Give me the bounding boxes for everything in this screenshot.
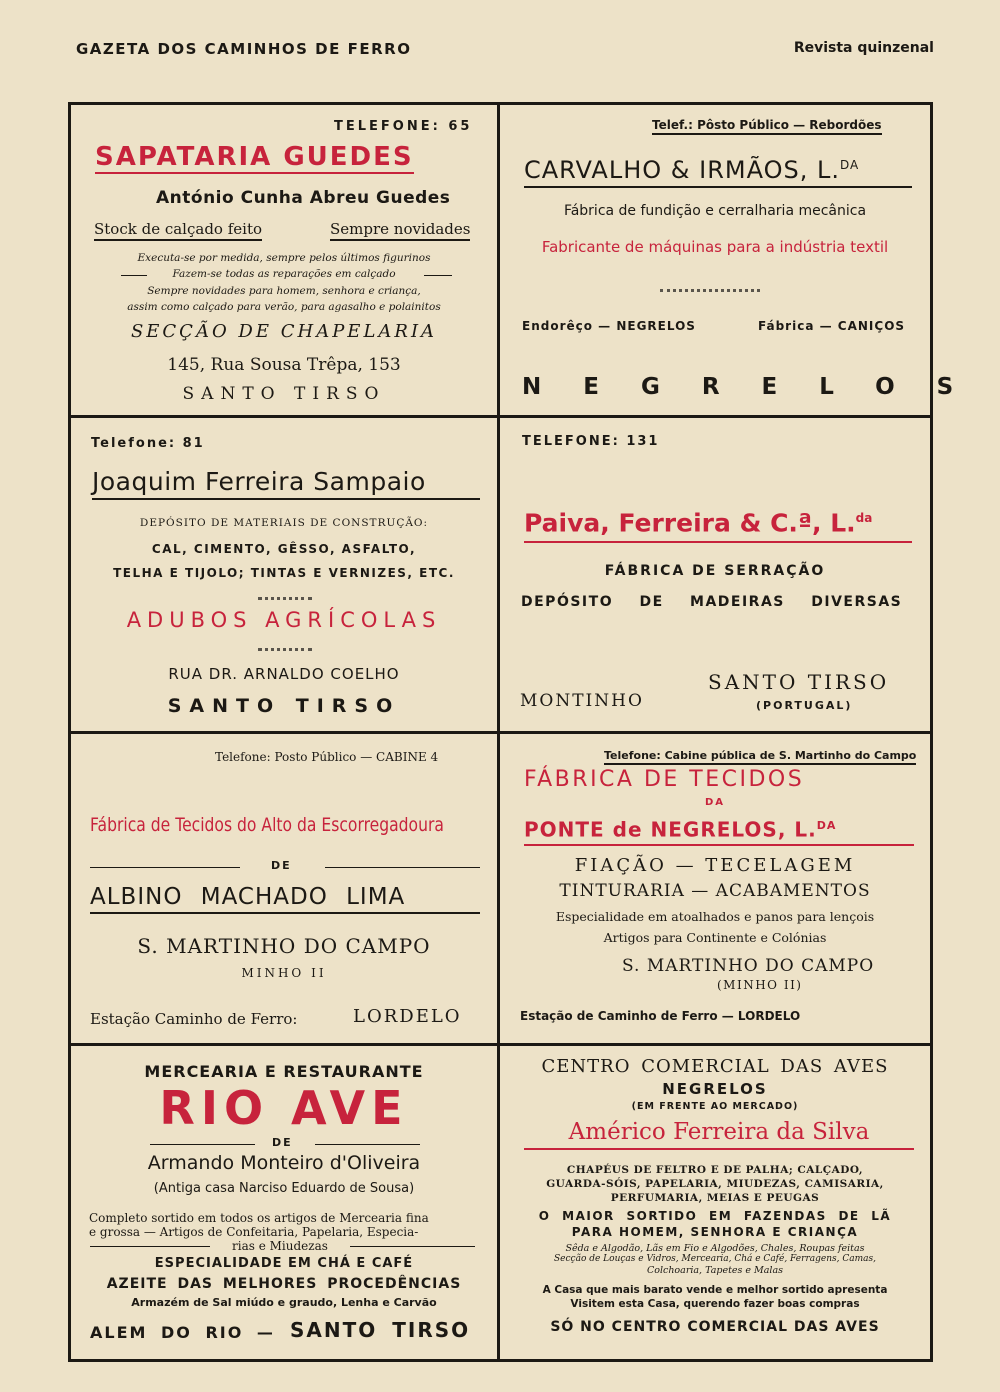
paiva-country: (PORTUGAL) (756, 699, 853, 712)
centro-note: (EM FRENTE AO MERCADO) (631, 1101, 799, 1112)
ponte-line-2: TINTURARIA — ACABAMENTOS (559, 881, 871, 901)
rioave-subtitle: MERCEARIA E RESTAURANTE (144, 1062, 424, 1081)
albino-town: S. MARTINHO DO CAMPO (137, 934, 431, 958)
guedes-phone: TELEFONE: 65 (334, 119, 473, 134)
carvalho-dotted-rule (660, 289, 760, 292)
magazine-title: GAZETA DOS CAMINHOS DE FERRO (76, 40, 412, 58)
guedes-line-3: Sempre novidades para homem, senhora e criança, (147, 285, 421, 297)
sampaio-dotted-rule-2 (258, 648, 312, 651)
rioave-rule-2-right (350, 1246, 475, 1247)
sampaio-town: SANTO TIRSO (167, 695, 401, 717)
albino-rule-left (90, 867, 240, 868)
paiva-place: MONTINHO (520, 691, 644, 711)
paiva-town: SANTO TIRSO (708, 670, 890, 694)
rioave-line-3: rias e Miudezas (232, 1239, 328, 1253)
rioave-warehouse: Armazém de Sal miúdo e graudo, Lenha e Carvão (131, 1296, 437, 1309)
centro-line-1: CHAPÉUS DE FELTRO E DE PALHA; CALÇADO, (566, 1164, 864, 1176)
carvalho-address-left: Endorêço — NEGRELOS (522, 319, 696, 333)
rioave-rule-right (315, 1144, 420, 1145)
rioave-rule-2-left (90, 1246, 210, 1247)
centro-line-3: PERFUMARIA, MEIAS E PEUGAS (610, 1192, 820, 1204)
guedes-line-2: Fazem-se todas as reparações em calçado (172, 268, 396, 280)
ponte-name-sup: DA (816, 819, 837, 832)
sampaio-title: Joaquim Ferreira Sampaio (92, 466, 480, 500)
paiva-line-1: FÁBRICA DE SERRAÇÃO (604, 563, 826, 579)
carvalho-address-right: Fábrica — CANIÇOS (758, 319, 906, 333)
centro-line-8: Colchoaria, Tapetes e Malas (646, 1265, 784, 1276)
guedes-line-1: Executa-se por medida, sempre pelos últimos figurinos (137, 252, 431, 264)
centro-line-2: GUARDA-SÓIS, PAPELARIA, MIUDEZAS, CAMISARIA, (546, 1178, 884, 1190)
carvalho-title-text: CARVALHO & IRMÃOS, L. (524, 156, 840, 184)
guedes-rule-right (424, 275, 452, 276)
rioave-former: (Antiga casa Narciso Eduardo de Sousa) (153, 1181, 415, 1196)
albino-rule-right (325, 867, 480, 868)
centro-line-7: Secção de Louças e Vidros, Mercearia, Chá e Café, Ferragens, Camas, (554, 1254, 876, 1264)
ponte-line-4: Artigos para Continente e Colónias (603, 930, 827, 945)
ponte-title: FÁBRICA DE TECIDOS (524, 767, 805, 792)
centro-footer: SÓ NO CENTRO COMERCIAL DAS AVES (550, 1319, 880, 1335)
rioave-line-2: e grossa — Artigos de Confeitaria, Papelaria, Especia- (89, 1225, 419, 1239)
rioave-rule-left (150, 1144, 255, 1145)
rioave-address-left: ALEM DO RIO — (90, 1323, 275, 1342)
ponte-town: S. MARTINHO DO CAMPO (622, 956, 875, 976)
centro-line-6: Sêda e Algodão, Lãs em Fio e Algodões, Chales, Roupas feitas (565, 1243, 865, 1254)
rioave-title: RIO AVE (159, 1081, 409, 1135)
rioave-specialty: ESPECIALIDADE EM CHÁ E CAFÉ (154, 1256, 414, 1271)
ponte-phone: Telefone: Cabine pública de S. Martinho do Campo (604, 748, 916, 765)
rioave-owner: Armando Monteiro d'Oliveira (147, 1152, 421, 1174)
guedes-line-4: assim como calçado para verão, para agasalho e polainitos (127, 301, 441, 313)
carvalho-title (524, 149, 912, 188)
centro-title: CENTRO COMERCIAL DAS AVES (541, 1056, 889, 1077)
paiva-title-text: Paiva, Ferreira & C.ª, L. (524, 508, 856, 538)
sampaio-dotted-rule-1 (258, 597, 312, 600)
magazine-subtitle: Revista quinzenal (793, 40, 934, 56)
sampaio-subtitle: DEPÓSITO DE MATERIAIS DE CONSTRUÇÃO: (139, 517, 429, 529)
grid-divider-row-2 (68, 731, 933, 734)
grid-divider-row-3 (68, 1043, 933, 1046)
grid-divider-row-1 (68, 415, 933, 418)
ponte-da: DA (704, 797, 726, 808)
guedes-section: SECÇÃO DE CHAPELARIA (130, 321, 438, 342)
ponte-line-1: FIAÇÃO — TECELAGEM (574, 855, 856, 876)
sampaio-highlight: ADUBOS AGRÍCOLAS (126, 608, 442, 632)
carvalho-title-sup: DA (839, 158, 860, 172)
centro-line-5: PARA HOMEM, SENHORA E CRIANÇA (571, 1225, 859, 1239)
centro-line-9: A Casa que mais barato vende e melhor sortido apresenta (542, 1284, 888, 1296)
rioave-address-right: SANTO TIRSO (290, 1318, 471, 1342)
carvalho-line-2: Fabricante de máquinas para a indústria textil (541, 238, 889, 256)
guedes-novidades-tag: Sempre novidades (330, 220, 470, 241)
centro-owner: Américo Ferreira da Silva (524, 1116, 914, 1150)
paiva-title-sup: da (855, 511, 873, 525)
carvalho-town: NEGRELOS (522, 374, 996, 400)
centro-place: NEGRELOS (662, 1080, 768, 1098)
albino-station: Estação Caminho de Ferro: (90, 1010, 298, 1028)
sampaio-street: RUA DR. ARNALDO COELHO (168, 665, 400, 683)
centro-line-4: O MAIOR SORTIDO EM FAZENDAS DE LÃ (538, 1209, 892, 1223)
rioave-de: DE (272, 1136, 293, 1149)
albino-station-name: LORDELO (353, 1006, 462, 1027)
albino-title: Fábrica de Tecidos do Alto da Escorregadoura (90, 814, 444, 836)
carvalho-phone: Telef.: Pôsto Público — Rebordões (652, 117, 882, 135)
sampaio-line-2: TELHA E TIJOLO; TINTAS E VERNIZES, ETC. (113, 566, 455, 580)
centro-line-10: Visitem esta Casa, querendo fazer boas compras (570, 1298, 860, 1310)
paiva-line-2: DEPÓSITO DE MADEIRAS DIVERSAS (521, 594, 903, 610)
rioave-line-1: Completo sortido em todos os artigos de Mercearia fina (89, 1211, 429, 1225)
guedes-title: SAPATARIA GUEDES (95, 142, 414, 172)
ponte-station: Estação de Caminho de Ferro — LORDELO (520, 1009, 801, 1023)
ponte-name (524, 812, 914, 846)
paiva-title (524, 500, 912, 543)
albino-phone: Telefone: Posto Público — CABINE 4 (215, 750, 439, 764)
sampaio-line-1: CAL, CIMENTO, GÊSSO, ASFALTO, (151, 542, 417, 556)
carvalho-line-1: Fábrica de fundição e cerralharia mecânica (563, 203, 867, 219)
ponte-region: (MINHO II) (717, 978, 803, 992)
guedes-town: SANTO TIRSO (182, 384, 386, 404)
sampaio-phone: Telefone: 81 (91, 436, 205, 451)
albino-name: ALBINO MACHADO LIMA (90, 882, 480, 914)
paiva-phone: TELEFONE: 131 (522, 434, 660, 449)
guedes-owner: António Cunha Abreu Guedes (156, 188, 451, 208)
albino-region: MINHO II (241, 966, 327, 980)
albino-de: DE (271, 859, 292, 872)
guedes-stock-tag: Stock de calçado feito (94, 220, 262, 241)
ponte-name-text: PONTE de NEGRELOS, L. (524, 817, 817, 842)
ponte-line-3: Especialidade em atoalhados e panos para lençois (555, 909, 875, 924)
rioave-oil: AZEITE DAS MELHORES PROCEDÊNCIAS (106, 1276, 462, 1292)
guedes-address: 145, Rua Sousa Trêpa, 153 (167, 355, 401, 375)
